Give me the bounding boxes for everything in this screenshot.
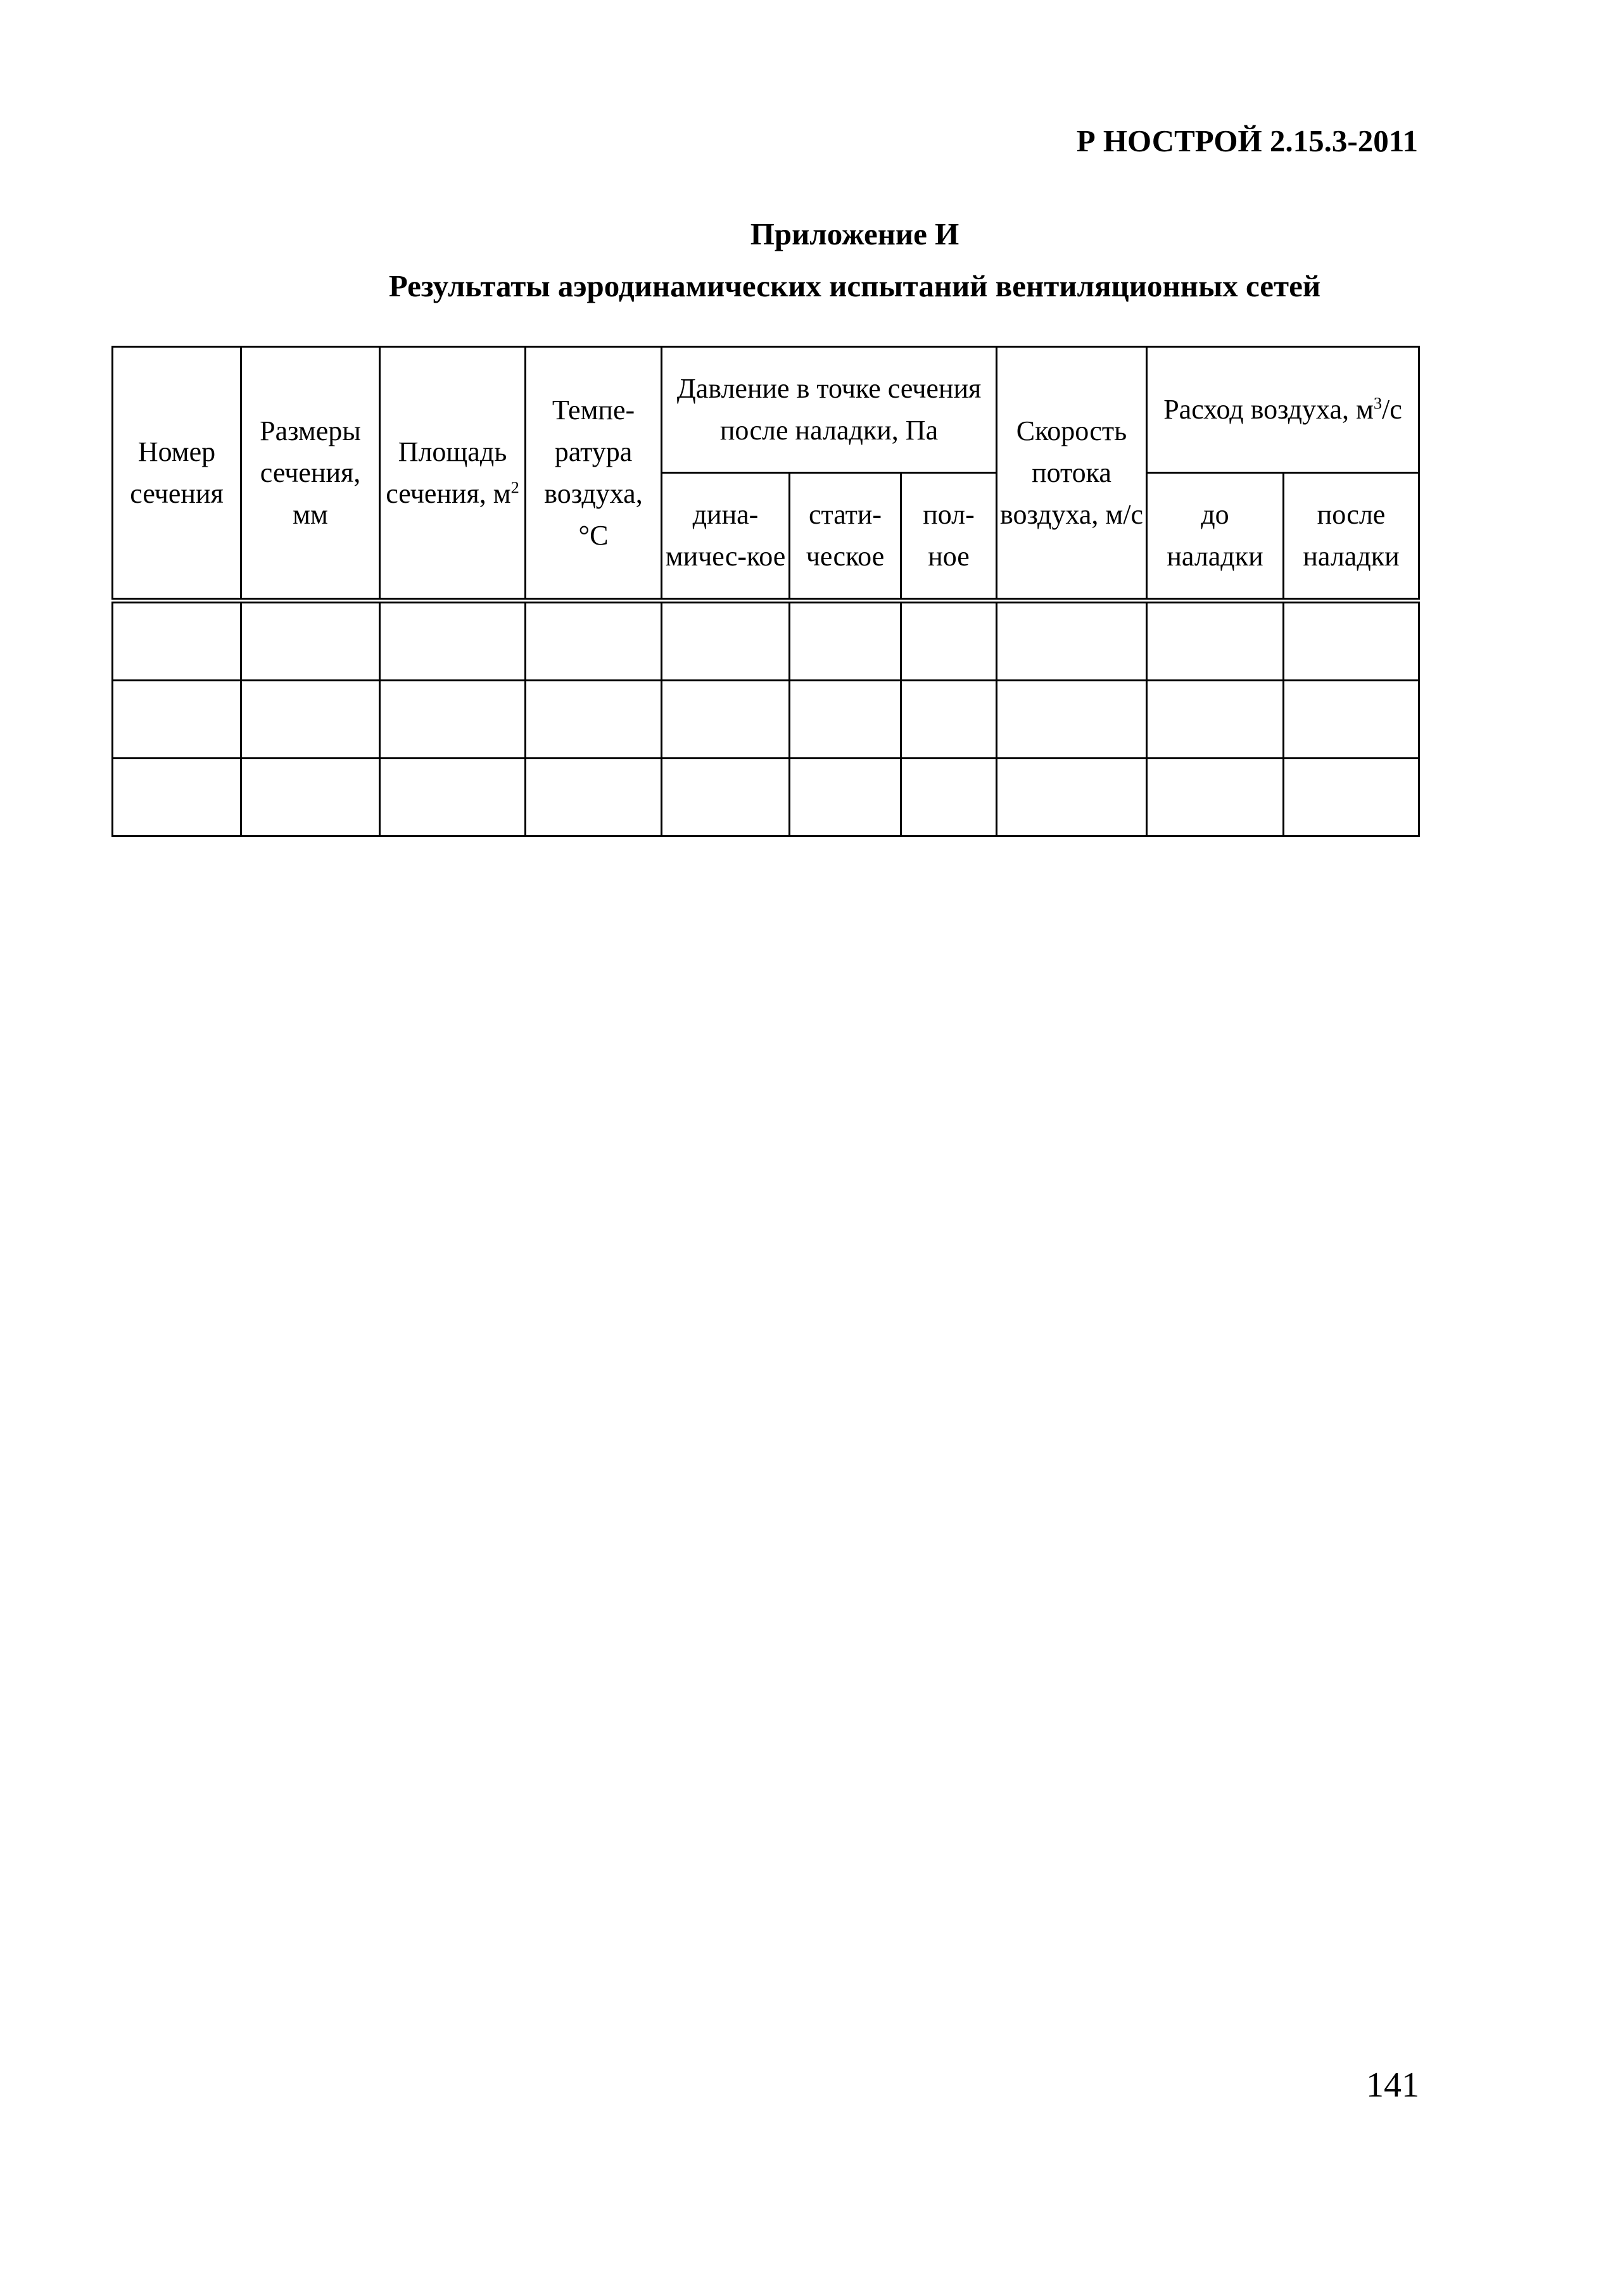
header-pressure-total: пол-ное — [901, 473, 997, 601]
table-header-row — [113, 347, 1419, 473]
table-cell — [241, 601, 380, 681]
header-flow-after: после наладки — [1284, 473, 1419, 601]
table-cell — [526, 681, 662, 759]
table-cell — [380, 681, 526, 759]
table-cell — [901, 681, 997, 759]
table-cell — [662, 601, 790, 681]
header-section-area: Площадь сечения, $м^2$ — [380, 347, 526, 601]
table-cell — [113, 681, 241, 759]
table-cell — [997, 681, 1147, 759]
table-cell — [1147, 759, 1284, 836]
table-cell — [1147, 601, 1284, 681]
header-pressure-dynamic: дина-мичес-кое — [662, 473, 790, 601]
table-cell — [997, 759, 1147, 836]
table-cell — [662, 759, 790, 836]
table-cell — [1284, 681, 1419, 759]
table-cell — [901, 601, 997, 681]
table-cell — [113, 759, 241, 836]
page-number: 141 — [1366, 2066, 1419, 2105]
header-section-size: Размеры сечения, мм — [241, 347, 380, 601]
table-cell — [1284, 601, 1419, 681]
document-code: Р НОСТРОЙ 2.15.3-2011 — [1076, 123, 1418, 158]
table-cell — [380, 759, 526, 836]
appendix-title: Приложение И — [750, 217, 959, 251]
table-cell — [241, 759, 380, 836]
table-cell — [662, 681, 790, 759]
header-pressure-group: Давление в точке сечения после наладки, Па — [662, 347, 997, 473]
header-flow-group: Расход воздуха, $м^3/с$ — [1147, 347, 1419, 473]
results-table — [111, 346, 1420, 837]
table-row — [113, 681, 1419, 759]
table-cell — [526, 601, 662, 681]
header-air-velocity: Скорость потока воздуха, м/с — [997, 347, 1147, 601]
table-row — [113, 601, 1419, 681]
table-cell — [901, 759, 997, 836]
table-cell — [526, 759, 662, 836]
table-cell — [790, 759, 901, 836]
table-cell — [241, 681, 380, 759]
header-pressure-static: стати-ческое — [790, 473, 901, 601]
section-title: Результаты аэродинамических испытаний вентиляционных сетей — [388, 268, 1321, 303]
table-cell — [1284, 759, 1419, 836]
header-flow-before: до наладки — [1147, 473, 1284, 601]
header-section-number: Номер сечения — [113, 347, 241, 601]
table-cell — [790, 601, 901, 681]
table-row — [113, 759, 1419, 836]
table-cell — [1147, 681, 1284, 759]
table-cell — [380, 601, 526, 681]
table-cell — [790, 681, 901, 759]
header-air-temperature: Темпе-ратура воздуха, °С — [526, 347, 662, 601]
table-cell — [997, 601, 1147, 681]
table-cell — [113, 601, 241, 681]
